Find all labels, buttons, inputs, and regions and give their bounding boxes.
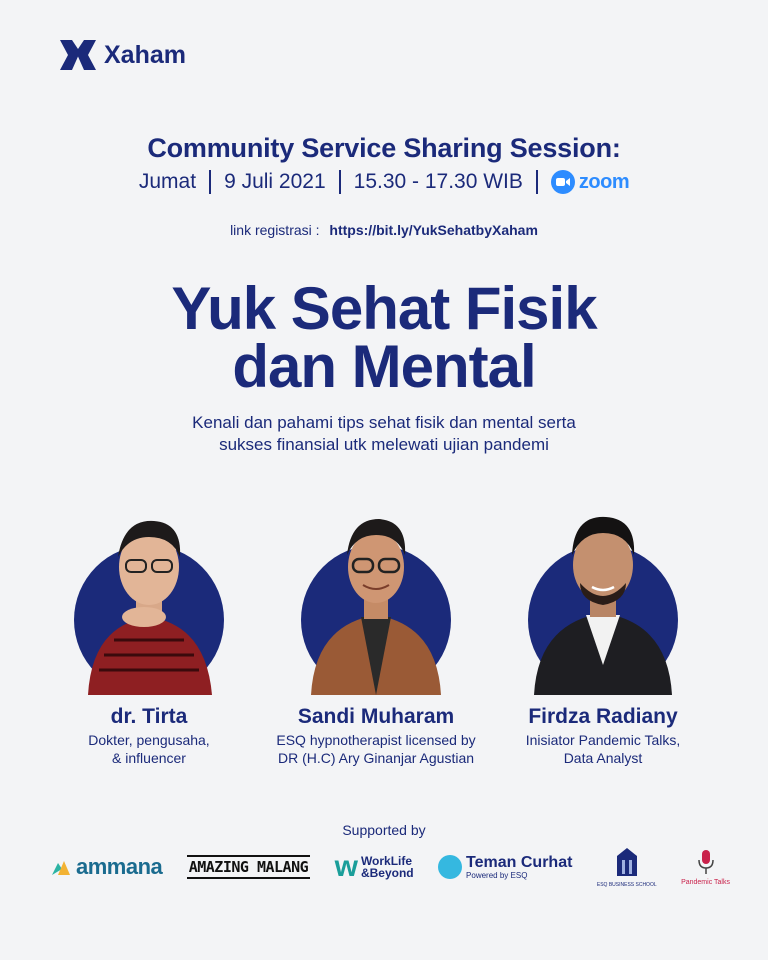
supported-by-label: Supported by: [342, 822, 426, 838]
speaker-name: Firdza Radiany: [528, 705, 678, 728]
esq-building-icon: [613, 846, 641, 878]
xaham-x-icon: [58, 38, 98, 72]
esq-business-school-logo: [597, 846, 657, 888]
teman-curhat-logo: [438, 855, 572, 880]
speaker-role-line-1: ESQ hypnotherapist licensed by: [276, 732, 476, 748]
speaker-role: [44, 731, 254, 767]
event-info-row: [0, 170, 768, 194]
main-title: [0, 275, 768, 400]
event-date: 9 Juli 2021: [224, 170, 326, 193]
ammana-logo: [50, 854, 162, 880]
speaker-photo: [528, 505, 678, 695]
speaker-portrait: [528, 505, 678, 695]
microphone-icon: [697, 849, 715, 875]
title-line-1: Yuk Sehat Fisik: [171, 275, 597, 342]
pandemic-talks-label: Pandemic Talks: [681, 878, 730, 886]
worklife-line-1: WorkLife: [360, 854, 413, 868]
ammana-icon: [50, 857, 72, 877]
subtitle: [0, 412, 768, 456]
brand-logo: [58, 38, 186, 72]
speaker-role: [498, 731, 708, 767]
speaker-role-line-2: & influencer: [112, 750, 186, 766]
speaker-photo: [301, 505, 451, 695]
worklife-line-2: &Beyond: [360, 866, 414, 880]
zoom-logo: [551, 170, 629, 194]
speaker-portrait: [301, 505, 451, 695]
teman-curhat-wordmark: [466, 855, 572, 880]
speaker-role-line-1: Inisiator Pandemic Talks,: [525, 732, 681, 748]
zoom-label: zoom: [578, 170, 630, 193]
esq-label: ESQ BUSINESS SCHOOL: [596, 882, 657, 888]
amazing-malang-wordmark: AMAZING MALANG: [187, 855, 310, 879]
divider: [536, 170, 538, 194]
registration-label: link registrasi :: [230, 222, 320, 238]
worklife-beyond-logo: [335, 850, 414, 884]
title-line-2: dan Mental: [232, 333, 536, 400]
speaker-role-line-2: DR (H.C) Ary Ginanjar Agustian: [277, 750, 475, 766]
event-day: Jumat: [138, 170, 197, 193]
teman-curhat-icon: [438, 855, 462, 879]
pandemic-talks-logo: [681, 849, 730, 886]
speaker-photo: [74, 505, 224, 695]
teman-curhat-tagline: Powered by ESQ: [466, 870, 528, 880]
speaker-name: Sandi Muharam: [297, 705, 455, 728]
speaker-name: dr. Tirta: [110, 705, 188, 728]
speaker-role-line-1: Dokter, pengusaha,: [88, 732, 210, 748]
zoom-camera-icon: [551, 170, 575, 194]
speaker-card: [271, 505, 481, 767]
teman-curhat-name: Teman Curhat: [466, 853, 573, 871]
divider: [339, 170, 341, 194]
amazing-malang-logo: [187, 855, 310, 879]
registration-link[interactable]: https://bit.ly/YukSehatbyXaham: [329, 222, 538, 238]
subtitle-line-1: Kenali dan pahami tips sehat fisik dan mental serta: [192, 413, 576, 432]
speaker-role: [271, 731, 481, 767]
worklife-w-icon: w: [334, 850, 358, 883]
worklife-wordmark: [361, 855, 414, 879]
speaker-card: [498, 505, 708, 767]
sponsor-logos: [50, 842, 730, 892]
ammana-wordmark: ammana: [76, 854, 163, 879]
speaker-card: [44, 505, 254, 767]
registration-line: [0, 222, 768, 238]
subtitle-line-2: sukses finansial utk melewati ujian pandemi: [219, 435, 549, 454]
event-headline: Community Service Sharing Session:: [147, 133, 621, 163]
event-time: 15.30 - 17.30 WIB: [353, 170, 523, 193]
brand-name: Xaham: [104, 40, 186, 69]
speaker-portrait: [74, 505, 224, 695]
divider: [209, 170, 211, 194]
speaker-role-line-2: Data Analyst: [563, 750, 643, 766]
